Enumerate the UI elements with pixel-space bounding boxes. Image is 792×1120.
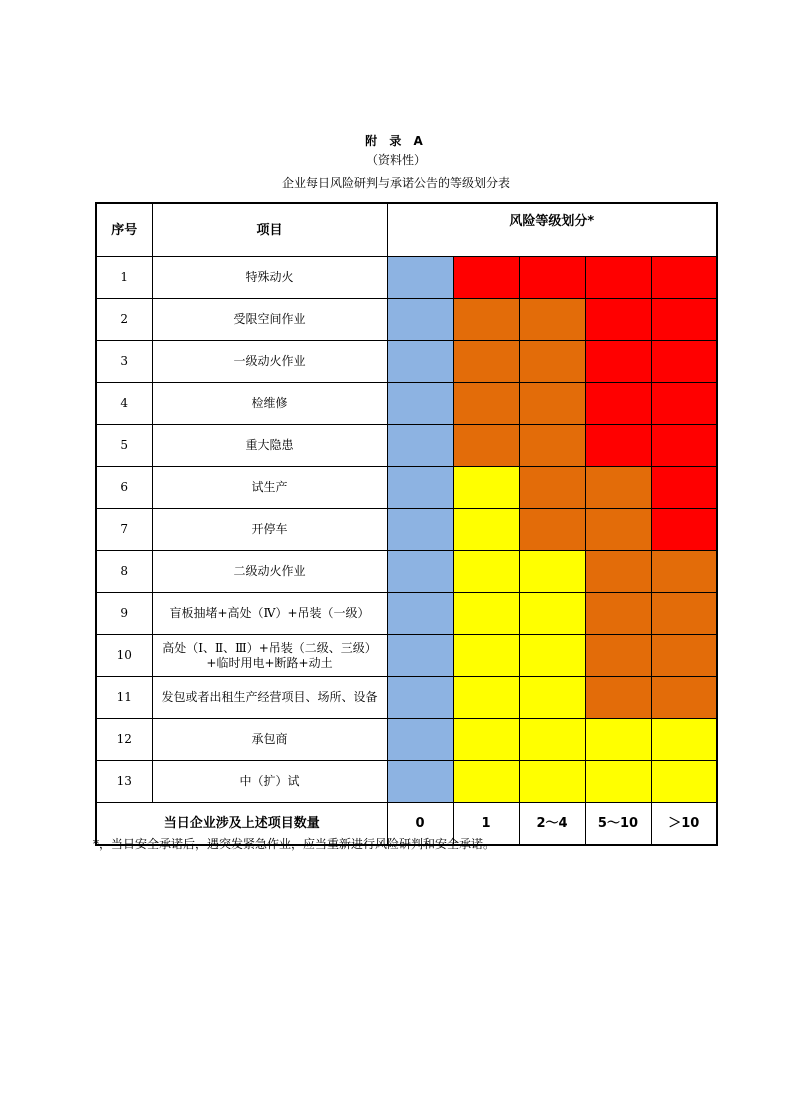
table-title: 企业每日风险研判与承诺公告的等级划分表	[281, 176, 510, 190]
col-no-header: 序号	[96, 203, 152, 257]
table-row	[96, 425, 717, 467]
risk-cell-blue	[387, 677, 453, 719]
row-item: 试生产	[152, 467, 387, 509]
table-row	[96, 593, 717, 635]
risk-cell-red	[453, 257, 519, 299]
risk-cell-yellow	[453, 551, 519, 593]
risk-cell-blue	[387, 761, 453, 803]
risk-cell-red	[651, 257, 717, 299]
risk-cell-yellow	[651, 761, 717, 803]
risk-cell-red	[651, 341, 717, 383]
risk-cell-orange	[585, 551, 651, 593]
table-row	[96, 383, 717, 425]
risk-cell-orange	[453, 299, 519, 341]
row-item: 受限空间作业	[152, 299, 387, 341]
risk-cell-yellow	[453, 635, 519, 677]
risk-cell-yellow	[453, 593, 519, 635]
col-item-header: 项目	[152, 203, 387, 257]
risk-cell-blue	[387, 719, 453, 761]
risk-cell-blue	[387, 425, 453, 467]
risk-cell-blue	[387, 593, 453, 635]
risk-cell-orange	[585, 677, 651, 719]
risk-cell-blue	[387, 341, 453, 383]
risk-cell-blue	[387, 383, 453, 425]
table-row	[96, 509, 717, 551]
appendix-nature: （资料性）	[365, 153, 426, 167]
risk-cell-orange	[519, 425, 585, 467]
risk-cell-red	[651, 425, 717, 467]
risk-cell-yellow	[519, 635, 585, 677]
row-number: 1	[96, 257, 152, 299]
row-number: 3	[96, 341, 152, 383]
risk-cell-yellow	[585, 761, 651, 803]
risk-cell-red	[585, 257, 651, 299]
row-number: 5	[96, 425, 152, 467]
row-item: 中（扩）试	[152, 761, 387, 803]
risk-cell-orange	[519, 509, 585, 551]
header-row	[96, 203, 717, 257]
table-row	[96, 341, 717, 383]
row-number: 13	[96, 761, 152, 803]
risk-cell-red	[585, 425, 651, 467]
risk-cell-yellow	[519, 719, 585, 761]
risk-cell-yellow	[519, 761, 585, 803]
risk-cell-blue	[387, 509, 453, 551]
row-number: 4	[96, 383, 152, 425]
table-row	[96, 467, 717, 509]
risk-cell-orange	[453, 425, 519, 467]
row-item: 盲板抽堵+高处（Ⅳ）+吊装（一级）	[152, 593, 387, 635]
risk-cell-yellow	[453, 719, 519, 761]
table-row	[96, 635, 717, 677]
risk-cell-blue	[387, 299, 453, 341]
risk-cell-red	[585, 383, 651, 425]
table-row	[96, 299, 717, 341]
row-item: 检维修	[152, 383, 387, 425]
row-number: 10	[96, 635, 152, 677]
count-label: 当日企业涉及上述项目数量	[96, 803, 387, 846]
count-range: 2～4	[519, 803, 585, 846]
row-item: 高处（Ⅰ、Ⅱ、Ⅲ）+吊装（二级、三级）+临时用电+断路+动土	[152, 635, 387, 677]
count-range: 1	[453, 803, 519, 846]
risk-cell-orange	[585, 509, 651, 551]
risk-cell-red	[585, 299, 651, 341]
risk-cell-red	[585, 341, 651, 383]
col-level-header: 风险等级划分*	[387, 203, 717, 257]
risk-cell-red	[651, 383, 717, 425]
risk-cell-yellow	[651, 719, 717, 761]
row-item: 发包或者出租生产经营项目、场所、设备	[152, 677, 387, 719]
risk-cell-orange	[585, 467, 651, 509]
row-item: 二级动火作业	[152, 551, 387, 593]
row-number: 7	[96, 509, 152, 551]
risk-cell-red	[651, 509, 717, 551]
risk-cell-blue	[387, 467, 453, 509]
row-number: 2	[96, 299, 152, 341]
risk-cell-orange	[519, 467, 585, 509]
count-range: 0	[387, 803, 453, 846]
row-number: 9	[96, 593, 152, 635]
table-row	[96, 677, 717, 719]
risk-cell-yellow	[453, 677, 519, 719]
risk-cell-orange	[651, 551, 717, 593]
risk-cell-red	[651, 467, 717, 509]
count-range: ＞10	[651, 803, 717, 846]
risk-cell-blue	[387, 635, 453, 677]
risk-cell-blue	[387, 257, 453, 299]
risk-cell-yellow	[519, 677, 585, 719]
risk-cell-yellow	[453, 509, 519, 551]
row-item: 开停车	[152, 509, 387, 551]
risk-cell-red	[651, 299, 717, 341]
risk-cell-orange	[519, 299, 585, 341]
row-item: 重大隐患	[152, 425, 387, 467]
row-number: 12	[96, 719, 152, 761]
count-range: 5～10	[585, 803, 651, 846]
risk-cell-yellow	[585, 719, 651, 761]
row-number: 8	[96, 551, 152, 593]
row-number: 11	[96, 677, 152, 719]
risk-cell-yellow	[453, 467, 519, 509]
risk-cell-yellow	[519, 593, 585, 635]
risk-cell-orange	[651, 593, 717, 635]
row-item: 承包商	[152, 719, 387, 761]
risk-level-table	[95, 202, 718, 846]
risk-cell-orange	[453, 383, 519, 425]
risk-cell-orange	[519, 341, 585, 383]
risk-cell-orange	[585, 635, 651, 677]
risk-cell-yellow	[519, 551, 585, 593]
table-row	[96, 761, 717, 803]
table-row	[96, 719, 717, 761]
risk-cell-orange	[585, 593, 651, 635]
risk-cell-orange	[453, 341, 519, 383]
row-item: 特殊动火	[152, 257, 387, 299]
risk-cell-orange	[651, 635, 717, 677]
risk-cell-orange	[519, 383, 585, 425]
table-row	[96, 257, 717, 299]
appendix-label: 附 录 A	[365, 134, 427, 148]
footnote: *，当日安全承诺后，遇突发紧急作业，应当重新进行风险研判和安全承诺。	[93, 837, 496, 851]
table-row	[96, 551, 717, 593]
risk-cell-orange	[651, 677, 717, 719]
row-number: 6	[96, 467, 152, 509]
risk-cell-yellow	[453, 761, 519, 803]
row-item: 一级动火作业	[152, 341, 387, 383]
risk-cell-red	[519, 257, 585, 299]
risk-cell-blue	[387, 551, 453, 593]
